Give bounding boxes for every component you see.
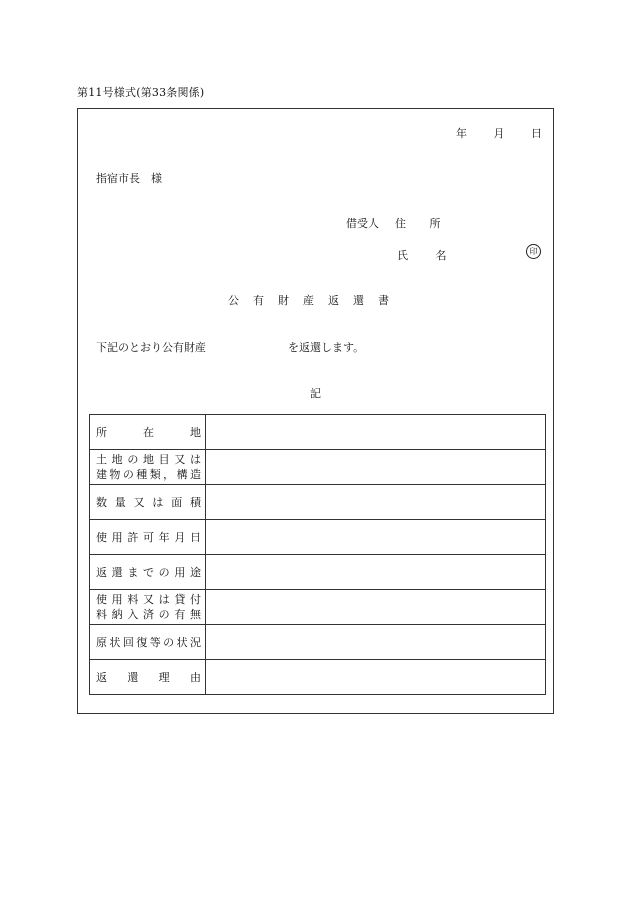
borrower-name-label: 氏 名 [397, 249, 459, 262]
row-value-return-reason [206, 660, 546, 695]
row-value-fee-paid [206, 590, 546, 625]
row-label-fee-paid: 使用料又は貸付 料納入済の有無 [90, 590, 206, 625]
date-day-label: 日 [531, 127, 542, 140]
date-line [456, 125, 542, 141]
row-label-permit-date: 使用許可年月日 [90, 520, 206, 555]
document-title: 公有財産返還書 [228, 294, 403, 307]
row-value-use-until-return [206, 555, 546, 590]
note-heading: 記 [310, 387, 321, 400]
table-row [90, 415, 546, 450]
table-row [90, 450, 546, 485]
row-label-restoration-status: 原状回復等の状況 [90, 625, 206, 660]
table-row [90, 485, 546, 520]
property-name-blank [206, 339, 288, 355]
row-value-quantity-area [206, 485, 546, 520]
detail-table [89, 414, 546, 695]
row-label-quantity-area: 数量又は面積 [90, 485, 206, 520]
addressee: 指宿市長 様 [96, 172, 162, 185]
borrower-role-label: 借受人 [346, 217, 379, 230]
row-value-location [206, 415, 546, 450]
table-row [90, 625, 546, 660]
row-value-restoration-status [206, 625, 546, 660]
table-row [90, 555, 546, 590]
form-number: 第11号様式(第33条関係) [77, 86, 205, 99]
row-label-location: 所 在 地 [90, 415, 206, 450]
date-month-label: 月 [493, 127, 505, 140]
seal-mark: 印 [526, 244, 541, 259]
borrower-address-label: 住 所 [395, 217, 451, 230]
statement-after: を返還します。 [288, 341, 365, 354]
row-value-permit-date [206, 520, 546, 555]
date-year-label: 年 [456, 127, 467, 140]
row-label-land-building-type: 土地の地目又は 建物の種類，構造 [90, 450, 206, 485]
statement-line [96, 339, 516, 355]
statement-before: 下記のとおり公有財産 [96, 341, 206, 354]
table-row [90, 660, 546, 695]
table-row [90, 590, 546, 625]
document-frame [77, 108, 554, 714]
row-label-return-reason: 返 還 理 由 [90, 660, 206, 695]
row-label-use-until-return: 返還までの用途 [90, 555, 206, 590]
table-row [90, 520, 546, 555]
row-value-land-building-type [206, 450, 546, 485]
